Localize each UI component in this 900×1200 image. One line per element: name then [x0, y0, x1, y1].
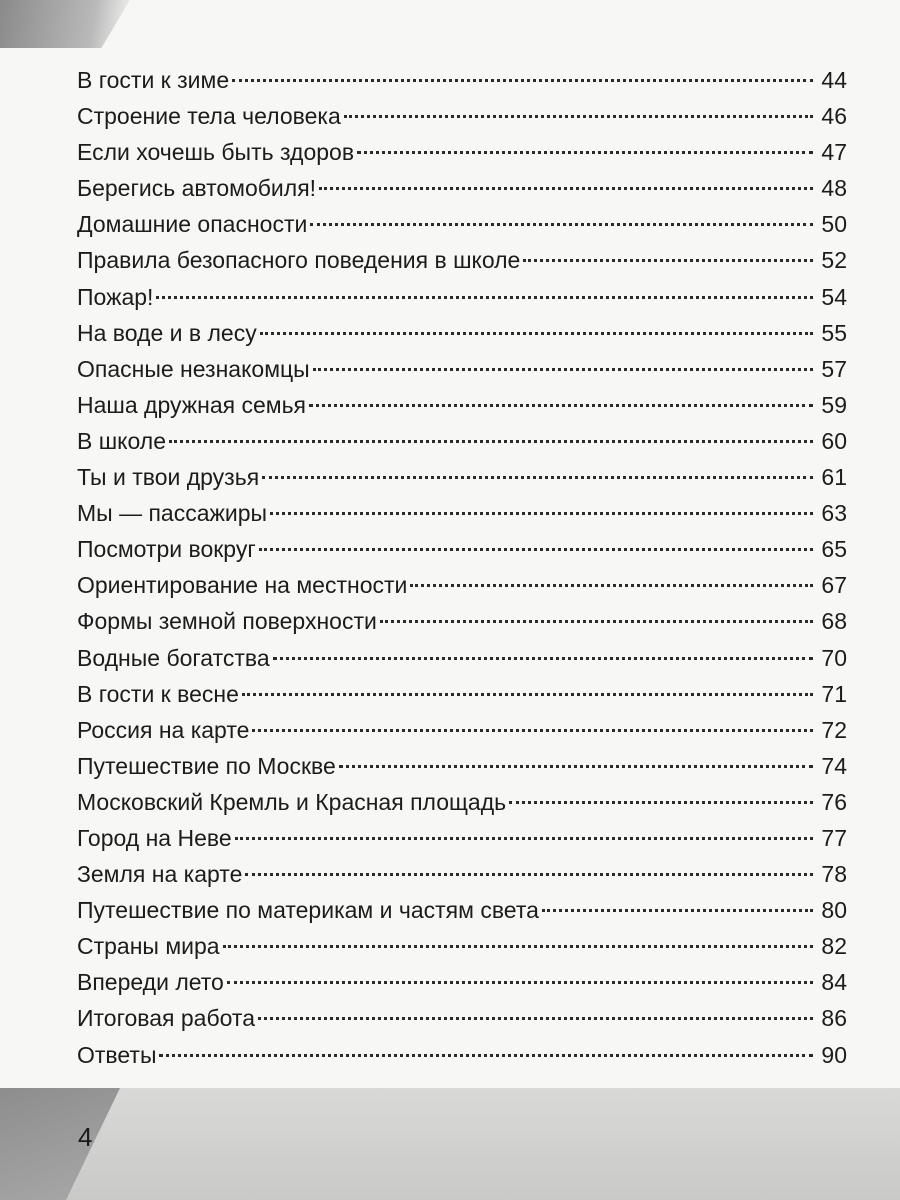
- toc-entry-page: 63: [821, 500, 847, 527]
- toc-dot-leader: [410, 584, 813, 587]
- toc-entry: [77, 567, 847, 603]
- toc-entry-title: Строение тела человека: [77, 103, 341, 130]
- toc-entry: [77, 603, 847, 639]
- toc-entry-page: 48: [821, 175, 847, 202]
- toc-entry-page: 47: [821, 139, 847, 166]
- toc-entry-title: В школе: [77, 427, 167, 454]
- toc-entry-title: Пожар!: [77, 283, 154, 310]
- toc-entry: [77, 62, 847, 98]
- page-number: 4: [78, 1122, 93, 1152]
- toc-entry: [77, 1000, 847, 1036]
- toc-dot-leader: [344, 115, 813, 118]
- toc-entry-page: 82: [821, 933, 847, 960]
- toc-dot-leader: [259, 548, 813, 551]
- toc-dot-leader: [273, 657, 813, 660]
- toc-dot-leader: [242, 693, 813, 696]
- toc-entry-title: Путешествие по Москве: [77, 752, 336, 779]
- toc-entry-page: 77: [821, 824, 847, 851]
- toc-dot-leader: [523, 259, 813, 262]
- toc-entry-title: Если хочешь быть здоров: [77, 139, 355, 166]
- toc-entry-title: Страны мира: [77, 933, 220, 960]
- toc-entry: [77, 1037, 847, 1073]
- toc-entry-title: Земля на карте: [77, 861, 243, 888]
- table-of-contents: [77, 62, 847, 1073]
- toc-dot-leader: [235, 837, 813, 840]
- toc-entry-title: Водные богатства: [77, 644, 270, 671]
- toc-entry: [77, 892, 847, 928]
- toc-dot-leader: [262, 476, 813, 479]
- toc-dot-leader: [509, 801, 813, 804]
- toc-dot-leader: [319, 187, 813, 190]
- toc-entry-title: На воде и в лесу: [77, 319, 257, 346]
- toc-entry-title: Опасные незнакомцы: [77, 355, 310, 382]
- toc-entry: [77, 748, 847, 784]
- toc-dot-leader: [252, 729, 813, 732]
- toc-entry-page: 52: [821, 247, 847, 274]
- toc-entry-page: 44: [821, 67, 847, 93]
- toc-dot-leader: [223, 945, 813, 948]
- toc-entry: [77, 964, 847, 1000]
- toc-entry-title: Посмотри вокруг: [77, 536, 256, 563]
- toc-dot-leader: [270, 512, 813, 515]
- toc-dot-leader: [310, 223, 813, 226]
- toc-entry-page: 57: [821, 355, 847, 382]
- toc-entry-title: Россия на карте: [77, 716, 250, 743]
- toc-dot-leader: [357, 151, 813, 154]
- toc-entry: [77, 928, 847, 964]
- toc-entry-title: Правила безопасного поведения в школе: [77, 247, 521, 274]
- toc-entry: [77, 531, 847, 567]
- toc-entry-page: 65: [821, 536, 847, 563]
- toc-entry: [77, 279, 847, 315]
- toc-entry-title: Путешествие по материкам и частям света: [77, 897, 539, 924]
- toc-entry-title: Домашние опасности: [77, 211, 308, 238]
- toc-entry-title: В гости к зиме: [77, 67, 230, 93]
- toc-entry-title: Ориентирование на местности: [77, 572, 408, 599]
- toc-entry-page: 61: [821, 464, 847, 491]
- toc-entry: [77, 784, 847, 820]
- toc-entry-title: Ответы: [77, 1041, 157, 1068]
- toc-entry-page: 86: [821, 1005, 847, 1032]
- bottom-band: [0, 1088, 900, 1200]
- toc-entry-page: 67: [821, 572, 847, 599]
- top-corner-shade: [0, 0, 130, 48]
- toc-entry-title: Московский Кремль и Красная площадь: [77, 788, 507, 815]
- toc-entry: [77, 640, 847, 676]
- toc-dot-leader: [159, 1054, 813, 1057]
- toc-dot-leader: [258, 1017, 813, 1020]
- toc-dot-leader: [380, 620, 813, 623]
- toc-entry: [77, 134, 847, 170]
- toc-entry-page: 54: [821, 283, 847, 310]
- toc-dot-leader: [245, 873, 813, 876]
- toc-entry-page: 74: [821, 752, 847, 779]
- toc-dot-leader: [232, 79, 813, 82]
- toc-entry: [77, 459, 847, 495]
- toc-entry-title: Город на Неве: [77, 824, 232, 851]
- toc-dot-leader: [542, 909, 813, 912]
- toc-entry: [77, 315, 847, 351]
- toc-entry: [77, 206, 847, 242]
- toc-entry-page: 76: [821, 788, 847, 815]
- toc-dot-leader: [260, 332, 813, 335]
- toc-entry-title: Формы земной поверхности: [77, 608, 377, 635]
- toc-entry-title: Ты и твои друзья: [77, 464, 260, 491]
- toc-entry: [77, 856, 847, 892]
- toc-entry-page: 55: [821, 319, 847, 346]
- toc-entry-page: 68: [821, 608, 847, 635]
- toc-entry-page: 70: [821, 644, 847, 671]
- toc-dot-leader: [339, 765, 813, 768]
- toc-entry-title: Итоговая работа: [77, 1005, 255, 1032]
- toc-entry: [77, 242, 847, 278]
- toc-dot-leader: [313, 368, 813, 371]
- toc-entry: [77, 820, 847, 856]
- toc-entry-title: Мы — пассажиры: [77, 500, 268, 527]
- toc-entry: [77, 423, 847, 459]
- toc-entry-page: 60: [821, 427, 847, 454]
- toc-entry-page: 80: [821, 897, 847, 924]
- toc-entry: [77, 170, 847, 206]
- toc-dot-leader: [156, 296, 813, 299]
- toc-entry: [77, 387, 847, 423]
- toc-entry-title: Наша дружная семья: [77, 391, 307, 418]
- toc-dot-leader: [227, 981, 813, 984]
- toc-entry-page: 90: [821, 1041, 847, 1068]
- toc-dot-leader: [169, 440, 813, 443]
- toc-entry: [77, 495, 847, 531]
- toc-entry-page: 46: [821, 103, 847, 130]
- toc-entry-page: 78: [821, 861, 847, 888]
- toc-entry-page: 50: [821, 211, 847, 238]
- toc-dot-leader: [309, 404, 813, 407]
- toc-entry-title: В гости к весне: [77, 680, 239, 707]
- toc-entry-page: 72: [821, 716, 847, 743]
- toc-entry-title: Берегись автомобиля!: [77, 175, 317, 202]
- toc-entry: [77, 676, 847, 712]
- toc-entry-title: Впереди лето: [77, 969, 224, 996]
- toc-entry-page: 84: [821, 969, 847, 996]
- toc-entry-page: 71: [821, 680, 847, 707]
- toc-entry-page: 59: [821, 391, 847, 418]
- toc-entry: [77, 712, 847, 748]
- toc-entry: [77, 98, 847, 134]
- toc-entry: [77, 351, 847, 387]
